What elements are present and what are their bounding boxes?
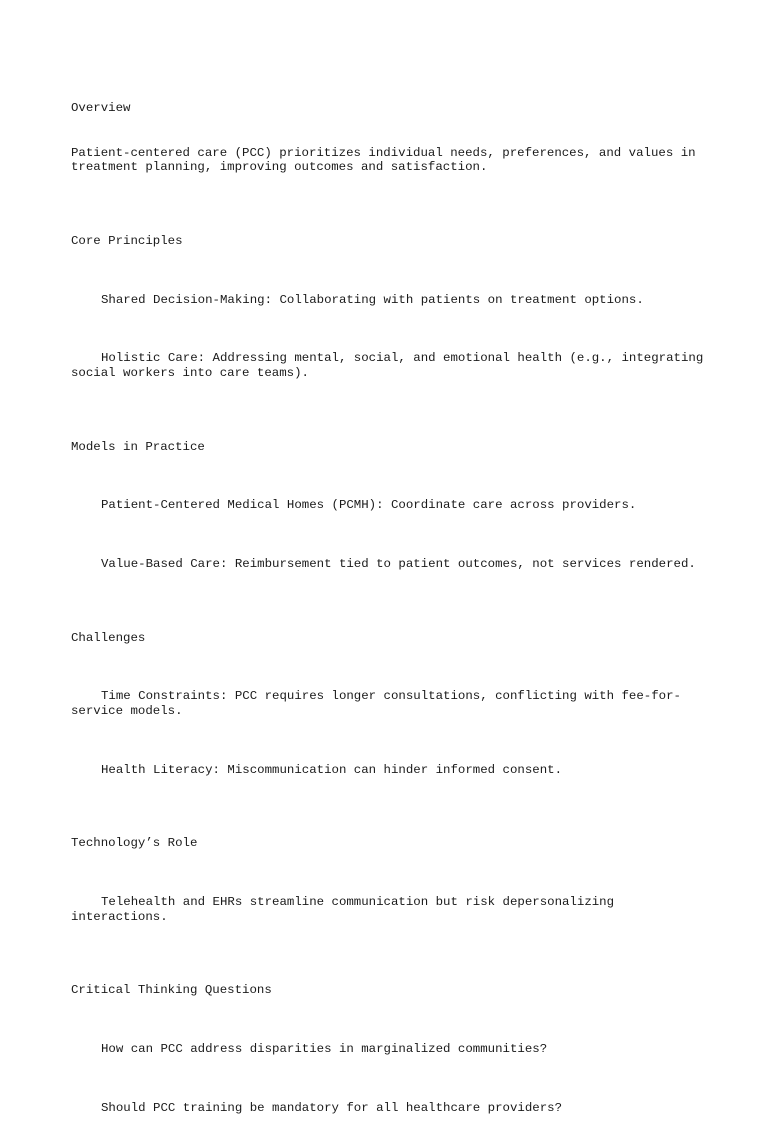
section-heading-models-in-practice: Models in Practice — [71, 439, 205, 454]
section-heading-critical-thinking: Critical Thinking Questions — [71, 983, 272, 998]
section-heading-technology-role: Technology’s Role — [71, 836, 198, 851]
list-item: How can PCC address disparities in marginalized communities? — [101, 1042, 548, 1057]
overview-heading: Overview — [71, 101, 131, 116]
list-item: Time Constraints: PCC requires longer consultations, conflicting with fee-for-service models. — [71, 689, 681, 719]
list-item: Should PCC training be mandatory for all healthcare providers? — [101, 1101, 563, 1115]
list-item: Patient-Centered Medical Homes (PCMH): Coordinate care across providers. — [101, 498, 637, 513]
list-item: Telehealth and EHRs streamline communication but risk depersonalizing interactions. — [71, 895, 622, 924]
section-heading-core-principles: Core Principles — [71, 233, 183, 248]
overview-text: Patient-centered care (PCC) prioritizes individual needs, preferences, and values in treatment planning, improving outcomes and satisfaction. — [71, 145, 704, 175]
list-item: Shared Decision-Making: Collaborating with patients on treatment options. — [101, 292, 644, 307]
list-item: Value-Based Care: Reimbursement tied to patient outcomes, not services rendered. — [101, 557, 696, 572]
list-item: Holistic Care: Addressing mental, social, and emotional health (e.g., integrating social workers into care teams). — [71, 351, 711, 381]
document-body — [71, 72, 711, 1145]
section-heading-challenges: Challenges — [71, 630, 146, 645]
list-item: Health Literacy: Miscommunication can hinder informed consent. — [101, 762, 563, 777]
